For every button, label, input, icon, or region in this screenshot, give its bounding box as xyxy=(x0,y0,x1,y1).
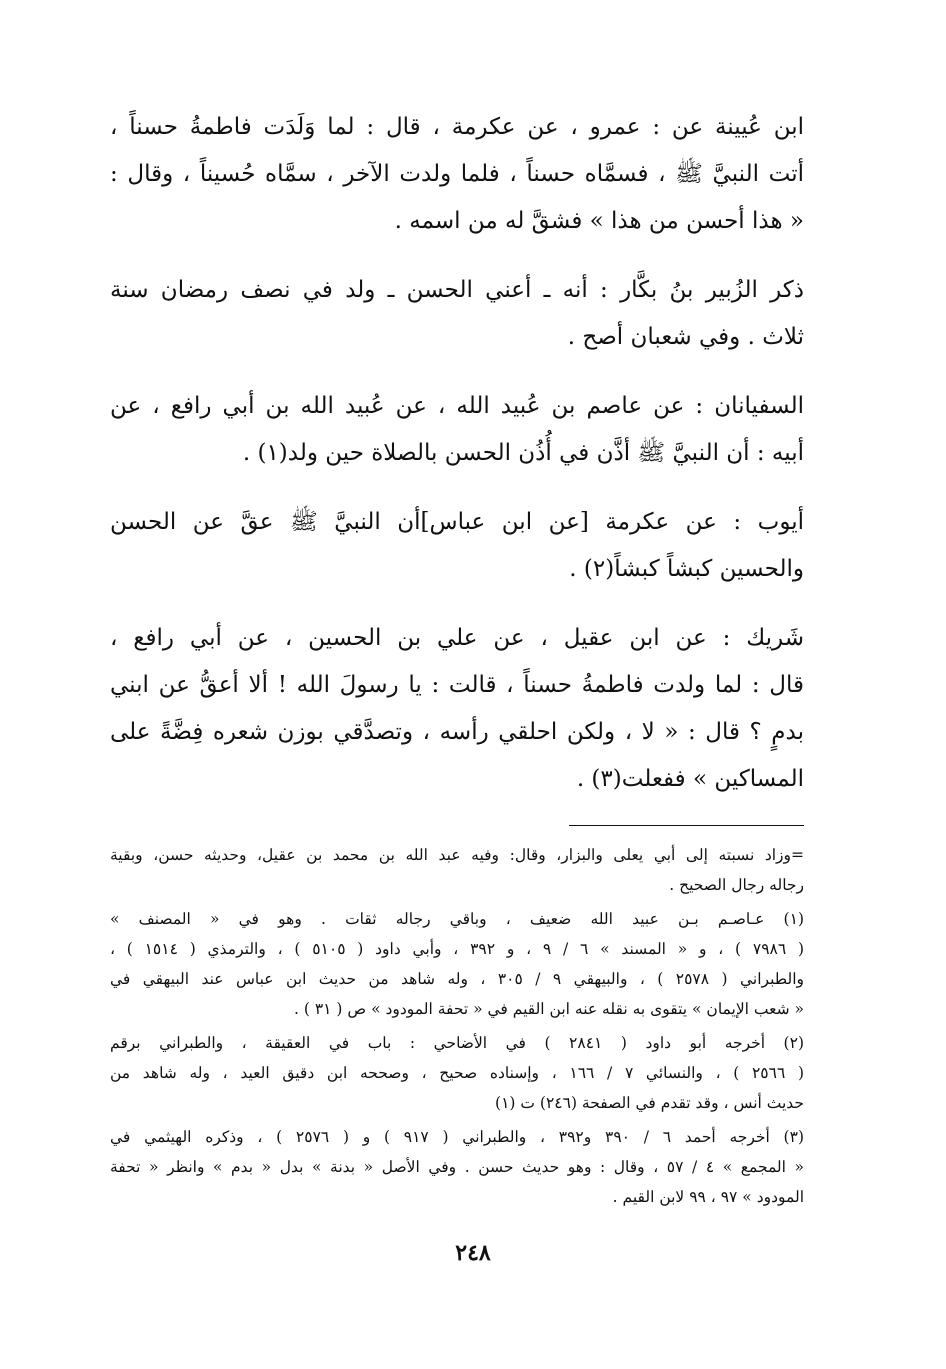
footnote xyxy=(110,904,804,1024)
text-line: =وزاد نسبته إلى أبي يعلى والبزار، وقال: وفيه عبد الله بن محمد بن عقيل، وحديثه حسن، وبقية xyxy=(110,846,804,864)
text-line: ( ٢٥٦٦ ) ، والنسائي ٧ / ١٦٦ ، وإسناده صحيح ، وصححه ابن دقيق العيد ، وله شاهد من xyxy=(110,1064,805,1082)
paragraph xyxy=(110,104,804,245)
text-line: قال : لما ولدت فاطمةُ حسناً ، قالت : يا رسولَ الله ! ألا أعقُّ عن ابني xyxy=(110,672,804,698)
page-number: ٢٤٨ xyxy=(455,1240,491,1266)
text-line: « شعب الإيمان » يتقوى به نقله عنه ابن القيم في « تحفة المودود » ص ( ٣١ ) . xyxy=(294,1000,804,1018)
paragraph xyxy=(110,383,804,477)
text-line: شَريك : عن ابن عقيل ، عن علي بن الحسين ، عن أبي رافع ، xyxy=(110,625,804,651)
text-line: ثلاث . وفي شعبان أصح . xyxy=(567,324,804,350)
text-line: ابن عُيينة عن : عمرو ، عن عكرمة ، قال : لما وَلَدَت فاطمةُ حسناً ، xyxy=(110,114,804,140)
text-line: المساكين » ففعلت(٣) . xyxy=(576,766,804,792)
text-line: بدمٍ ؟ قال : « لا ، ولكن احلقي رأسه ، وتصدَّقي بوزن شعره فِضَّةً على xyxy=(110,719,804,745)
text-line: السفيانان : عن عاصم بن عُبيد الله ، عن عُبيد الله بن أبي رافع ، عن xyxy=(110,393,804,419)
text-line: ذكر الزُبير بنُ بكَّار : أنه ـ أعني الحسن ـ ولد في نصف رمضان سنة xyxy=(110,277,804,303)
text-line: حديث أنس ، وقد تقدم في الصفحة (٢٤٦) ت (١) xyxy=(495,1094,804,1112)
text-line: ( ٧٩٨٦ ) ، و « المسند » ٦ / ٩ ، و ٣٩٢ ، وأبي داود ( ٥١٠٥ ) ، والترمذي ( ١٥١٤ ) ، xyxy=(110,940,805,958)
text-line: رجاله رجال الصحيح . xyxy=(669,876,804,894)
text-line: أيوب : عن عكرمة [عن ابن عباس]أن النبيَّ ﷺ عقَّ عن الحسن xyxy=(110,509,804,535)
paragraph xyxy=(110,499,804,593)
text-line: (٣) أخرجه أحمد ٦ / ٣٩٠ و٣٩٢ ، والطبراني ( ٩١٧ ) و ( ٢٥٧٦ ) ، وذكره الهيثمي في xyxy=(110,1128,804,1146)
footnote xyxy=(110,1122,804,1212)
paragraph xyxy=(110,615,804,803)
text-line: « المجمع » ٤ / ٥٧ ، وقال : وهو حديث حسن . وفي الأصل « بدنة » بدل « بدم » وانظر « تحفة xyxy=(110,1158,804,1176)
text-line: أبيه : أن النبيَّ ﷺ أذَّن في أُذُن الحسن بالصلاة حين ولد(١) . xyxy=(242,440,804,466)
text-line: أتت النبيَّ ﷺ ، فسمَّاه حسناً ، فلما ولدت الآخر ، سمَّاه حُسيناً ، وقال : xyxy=(110,161,804,187)
footnote xyxy=(110,1028,804,1118)
footnote xyxy=(110,840,804,900)
text-line: (٢) أخرجه أبو داود ( ٢٨٤١ ) في الأضاحي : باب في العقيقة ، والطبراني برقم xyxy=(110,1034,804,1052)
main-text xyxy=(110,104,804,803)
footnote-separator xyxy=(569,825,804,826)
text-line: والطبراني ( ٢٥٧٨ ) ، والبيهقي ٩ / ٣٠٥ ، وله شاهد من حديث ابن عباس عند البيهقي في xyxy=(110,970,804,988)
text-line: (١) عـاصـم بـن عبيد الله ضعيف ، وباقي رجاله ثقات . وهو في « المصنف » xyxy=(110,910,804,928)
page-body xyxy=(110,104,804,1216)
footnotes xyxy=(110,840,804,1212)
text-line: المودود » ٩٧ ، ٩٩ لابن القيم . xyxy=(612,1188,804,1206)
paragraph xyxy=(110,267,804,361)
text-line: والحسين كبشاً كبشاً(٢) . xyxy=(569,556,804,582)
text-line: « هذا أحسن من هذا » فشقَّ له من اسمه . xyxy=(394,208,804,234)
